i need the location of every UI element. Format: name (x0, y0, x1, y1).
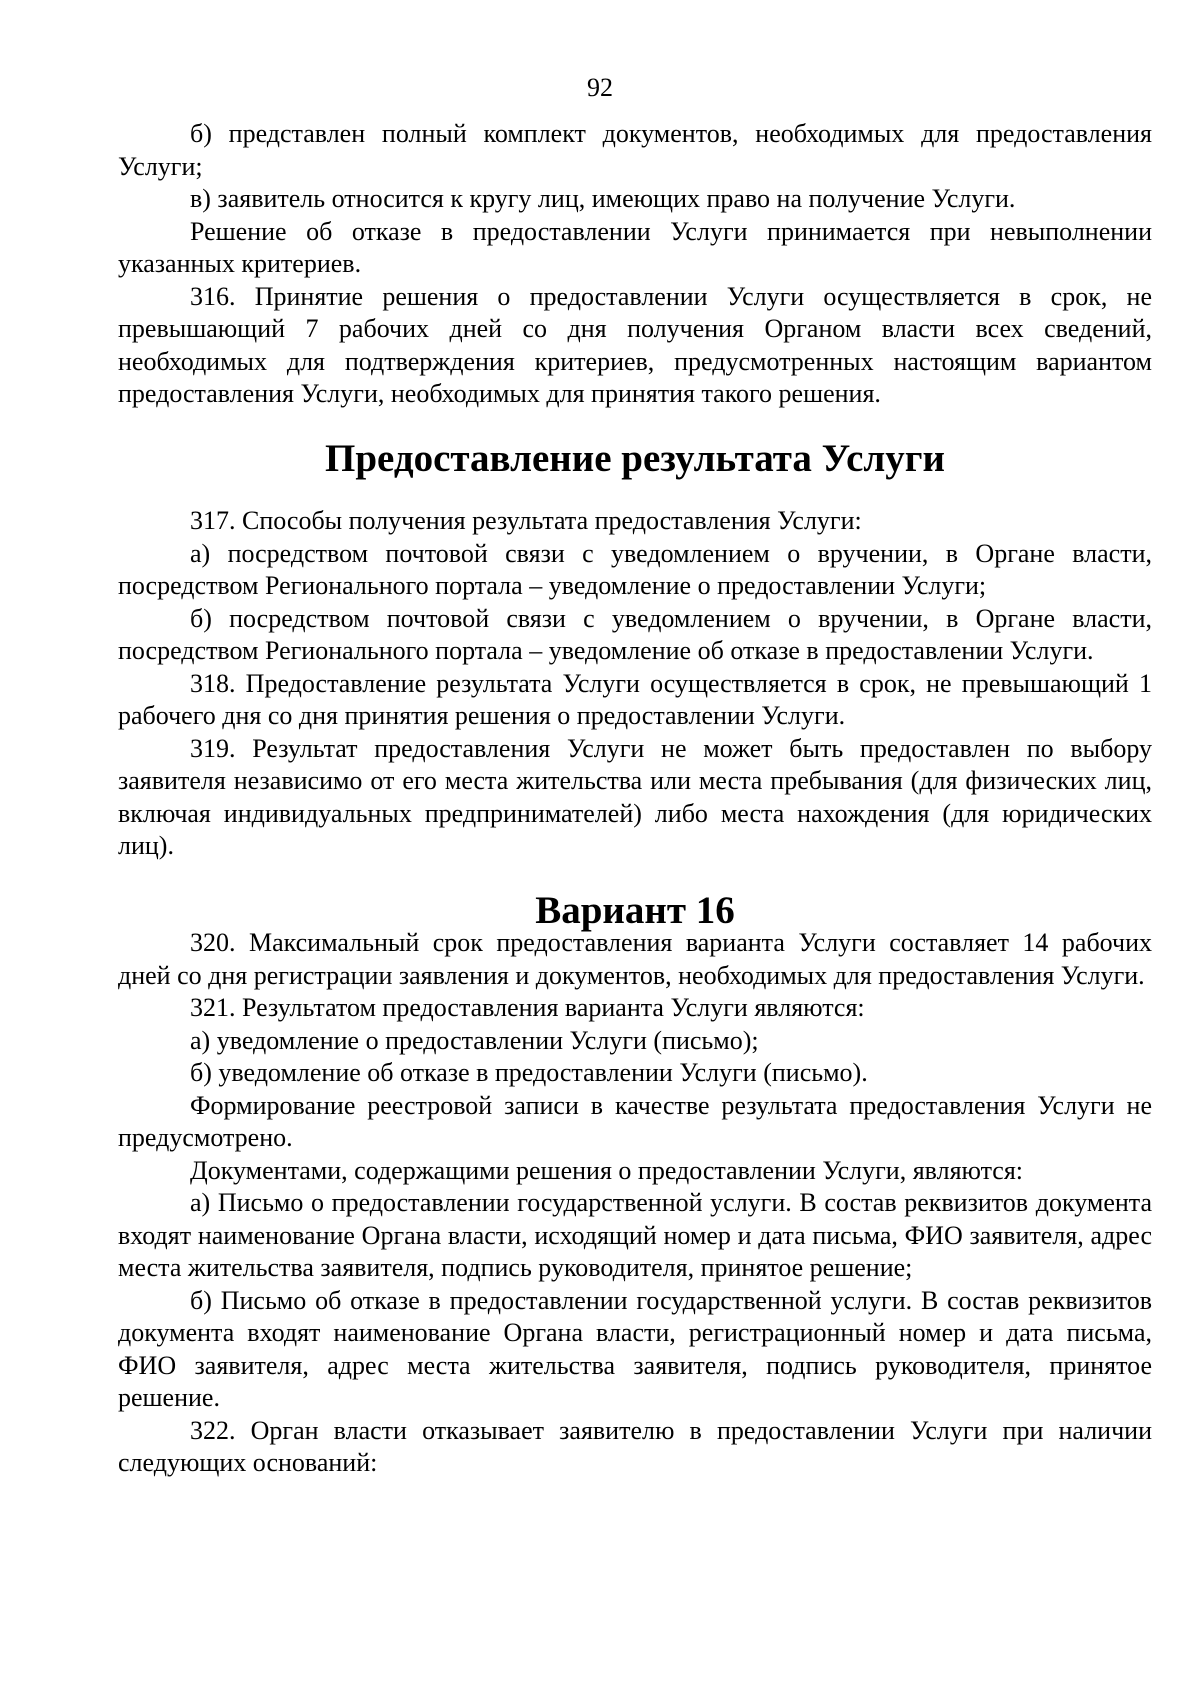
paragraph: б) Письмо об отказе в предоставлении государственной услуги. В состав реквизитов документа входят наименование Органа власти, регистрационный номер и дата письма, ФИО заявителя, адрес места жительства заявителя, подпись руководителя, принятое решение. (118, 1285, 1152, 1412)
paragraph: 320. Максимальный срок предоставления варианта Услуги составляет 14 рабочих дней со дня регистрации заявления и документов, необходимых для предоставления Услуги. (118, 928, 1152, 990)
document-body (118, 118, 1152, 1480)
paragraph: б) посредством почтовой связи с уведомлением о вручении, в Органе власти, посредством Регионального портала – уведомление об отказе в предоставлении Услуги. (118, 603, 1152, 665)
paragraph: б) уведомление об отказе в предоставлении Услуги (письмо). (190, 1058, 868, 1087)
paragraph: 316. Принятие решения о предоставлении Услуги осуществляется в срок, не превышающий 7 рабочих дней со дня получения Органом власти всех сведений, необходимых для подтверждения критериев, предусмотренных настоящим вариантом предоставления Услуги, необходимых для принятия такого решения. (118, 281, 1152, 408)
paragraph: Формирование реестровой записи в качестве результата предоставления Услуги не предусмотрено. (118, 1090, 1152, 1152)
paragraph: а) посредством почтовой связи с уведомлением о вручении, в Органе власти, посредством Регионального портала – уведомление о предоставлении Услуги; (118, 538, 1152, 600)
section-heading: Предоставление результата Услуги (325, 436, 945, 480)
section-heading: Вариант 16 (535, 888, 735, 932)
paragraph: 317. Способы получения результата предоставления Услуги: (190, 506, 862, 535)
paragraph: в) заявитель относится к кругу лиц, имеющих право на получение Услуги. (190, 184, 1016, 213)
paragraph: 321. Результатом предоставления варианта Услуги являются: (190, 993, 865, 1022)
paragraph: 322. Орган власти отказывает заявителю в предоставлении Услуги при наличии следующих оснований: (118, 1415, 1152, 1477)
paragraph: Документами, содержащими решения о предоставлении Услуги, являются: (190, 1155, 1024, 1185)
paragraph: б) представлен полный комплект документов, необходимых для предоставления Услуги; (118, 119, 1152, 181)
paragraph: а) уведомление о предоставлении Услуги (письмо); (190, 1025, 759, 1055)
paragraph: а) Письмо о предоставлении государственной услуги. В состав реквизитов документа входят наименование Органа власти, исходящий номер и дата письма, ФИО заявителя, адрес места жительства заявителя, подпись руководителя, принятое решение; (118, 1188, 1152, 1282)
paragraph: Решение об отказе в предоставлении Услуги принимается при невыполнении указанных критериев. (118, 216, 1152, 278)
paragraph: 319. Результат предоставления Услуги не может быть предоставлен по выбору заявителя независимо от его места жительства или места пребывания (для физических лиц, включая индивидуальных предпринимателей) либо места нахождения (для юридических лиц). (118, 733, 1152, 860)
page-number: 92 (587, 73, 613, 102)
paragraph: 318. Предоставление результата Услуги осуществляется в срок, не превышающий 1 рабочего дня со дня принятия решения о предоставлении Услуги. (118, 668, 1152, 730)
